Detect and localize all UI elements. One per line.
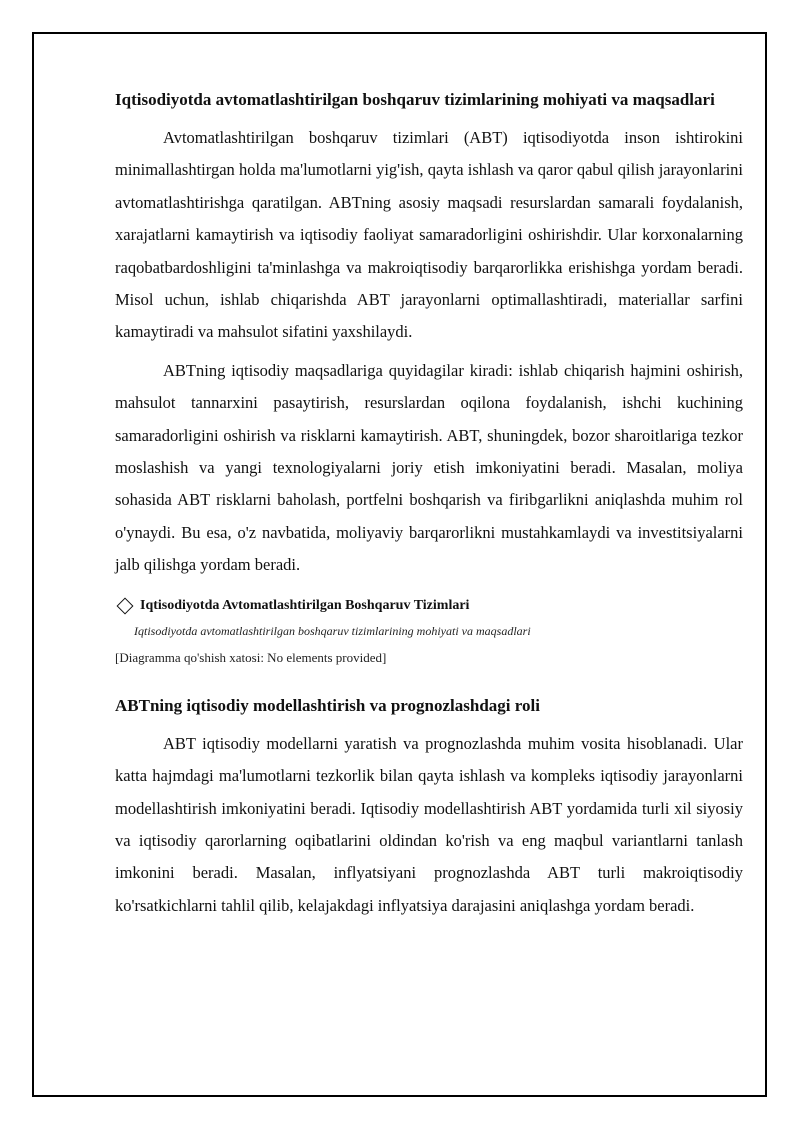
paragraph-1: Avtomatlashtirilgan boshqaruv tizimlari (ABT) iqtisodiyotda inson ishtirokini minimallashtirgan holda ma'lumotlarni yig'ish, qayta ishlash va qaror qabul qilish jarayonlarini avtomatlashtirishga qaratilgan. ABTning asosiy maqsadi resurslardan samarali foydalanish, xarajatlarni kamaytirish va iqtisodiy faoliyat samaradorligini oshirishdir. Ular korxonalarning raqobatbardoshligini ta'minlashga va makroiqtisodiy barqarorlikka erishishga yordam beradi. Misol uchun, ishlab chiqarishda ABT jarayonlarni optimallashtiradi, materiallar sarfini kamaytiradi va mahsulot sifatini yaxshilaydi. bbox=[115, 128, 743, 342]
section-heading-2: ABTning iqtisodiy modellashtirish va prognozlashdagi roli bbox=[115, 695, 540, 715]
diagram-error-message: [Diagramma qo'shish xatosi: No elements provided] bbox=[115, 649, 387, 665]
diagram-title bbox=[115, 596, 743, 616]
diagram-subtitle: Iqtisodiyotda avtomatlashtirilgan boshqaruv tizimlarining mohiyati va maqsadlari bbox=[134, 623, 531, 638]
paragraph-3: ABT iqtisodiy modellarni yaratish va prognozlashda muhim vosita hisoblanadi. Ular katta hajmdagi ma'lumotlarni tezkorlik bilan qayta ishlash va kompleks iqtisodiy jarayonlarni modellashtirish imkoniyatini beradi. Iqtisodiy modellashtirish ABT yordamida turli xil siyosiy va iqtisodiy qarorlarning oqibatlarini oldindan ko'rish va eng maqbul variantlarni tanlash imkonini beradi. Masalan, inflyatsiyani prognozlashda ABT turli makroiqtisodiy ko'rsatkichlarni tahlil qilib, kelajakdagi inflyatsiya darajasini aniqlashga yordam beradi. bbox=[115, 733, 743, 915]
paragraph-2: ABTning iqtisodiy maqsadlariga quyidagilar kiradi: ishlab chiqarish hajmini oshirish, mahsulot tannarxini pasaytirish, resurslardan oqilona foydalanish, ishchi kuchining samaradorligini oshirish va risklarni kamaytirish. ABT, shuningdek, bozor sharoitlariga tezkor moslashish va yangi texnologiyalarni joriy etish imkoniyatini beradi. Masalan, moliya sohasida ABT risklarni baholash, portfelni boshqarish va firibgarlikni aniqlashda muhim rol o'ynaydi. Bu esa, o'z navbatida, moliyaviy barqarorlikni mustahkamlaydi va investitsiyalarni jalb qilishga yordam beradi. bbox=[115, 360, 743, 575]
diamond-icon bbox=[117, 597, 134, 614]
document-body bbox=[115, 88, 743, 928]
section-heading-1: Iqtisodiyotda avtomatlashtirilgan boshqaruv tizimlarining mohiyati va maqsadlari bbox=[115, 90, 715, 109]
diagram-title-text: Iqtisodiyotda Avtomatlashtirilgan Boshqaruv Tizimlari bbox=[140, 597, 470, 613]
diagram-placeholder bbox=[115, 596, 743, 668]
